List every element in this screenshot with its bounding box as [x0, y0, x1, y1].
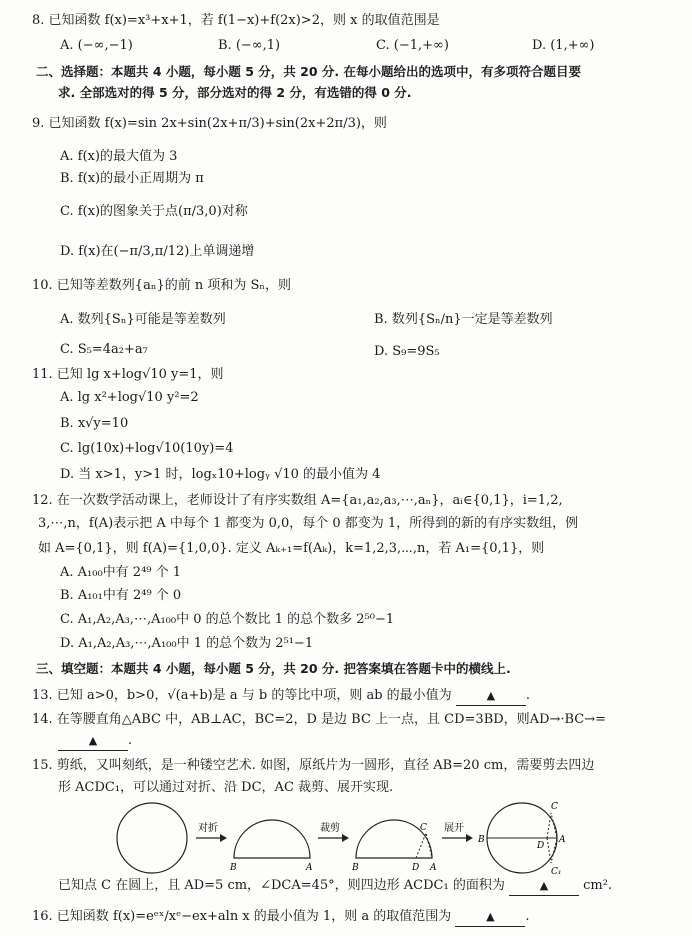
label-d-3: D	[537, 841, 545, 851]
q8-option-d: D. (1,+∞)	[532, 38, 595, 53]
q10-option-b: B. 数列{Sₙ/n}一定是等差数列	[374, 312, 553, 327]
q13-tail: .	[525, 688, 530, 703]
answer-mark-icon: ▲	[486, 689, 496, 702]
section2-heading-line2: 求. 全部选对的得 5 分，部分选对的得 2 分，有选错的得 0 分.	[58, 85, 412, 100]
q11-option-b: B. x√y=10	[60, 416, 129, 431]
label-a-1: A	[306, 863, 313, 873]
q11-stem: 11. 已知 lg x+log√10 y=1，则	[32, 367, 224, 382]
q14-stem: 14. 在等腰直角△ABC 中，AB⊥AC，BC=2，D 是边 BC 上一点，且 CD=3BD，则AD→·BC→=	[32, 712, 607, 727]
label-b-1: B	[230, 863, 237, 873]
label-a-2: A	[430, 863, 437, 873]
section3-heading: 三、填空题：本题共 4 小题，每小题 5 分，共 20 分. 把答案填在答题卡中的横线上.	[36, 661, 511, 676]
paper-circle	[117, 803, 187, 873]
q15-line1: 15. 剪纸，又叫刻纸，是一种镂空艺术. 如图，原纸片为一圆形，直径 AB=20 cm，需要剪去四边	[32, 758, 595, 773]
answer-mark-icon: ▲	[539, 879, 549, 892]
q13-stem: 13. 已知 a>0，b>0，√(a+b)是 a 与 b 的等比中项，则 ab 的最小值为	[32, 688, 452, 703]
q11-option-c: C. lg(10x)+log√10(10y)=4	[60, 441, 234, 456]
q14-tail: .	[128, 733, 133, 748]
q15-unit: cm².	[583, 878, 613, 893]
folded-semicircle	[234, 820, 310, 858]
q16-tail: .	[525, 909, 530, 924]
section2-heading-line1: 二、选择题：本题共 4 小题，每小题 5 分，共 20 分. 在每小题给出的选项中，有多项符合题目要	[36, 64, 582, 79]
label-c-2: C	[420, 823, 427, 833]
q8-option-c: C. (−1,+∞)	[376, 38, 449, 53]
q16-stem: 16. 已知函数 f(x)=eᵉˣ/xᵉ−ex+aln x 的最小值为 1，则 a 的取值范围为	[32, 909, 452, 924]
step-fold-label: 对折	[198, 823, 218, 834]
q15-line3: 已知点 C 在圆上，且 AD=5 cm，∠DCA=45°，则四边形 ACDC₁ 的面积为	[58, 878, 505, 893]
q13-line	[32, 687, 530, 706]
q15-line3-row	[58, 877, 612, 896]
q8-option-b: B. (−∞,1)	[218, 38, 281, 53]
q12-option-c: C. A₁,A₂,A₃,⋯,A₁₀₀中 0 的总个数比 1 的总个数多 2⁵⁰−1	[60, 612, 395, 627]
q9-option-a: A. f(x)的最大值为 3	[60, 149, 178, 164]
q11-option-a: A. lg x²+log√10 y²=2	[60, 390, 199, 405]
unfold-arrow-icon	[442, 834, 473, 842]
fold-arrow-icon	[196, 834, 227, 842]
q12-option-a: A. A₁₀₀中有 2⁴⁹ 个 1	[60, 565, 182, 580]
label-b-3: B	[478, 835, 485, 845]
q14-answer-line	[58, 732, 132, 751]
label-a-3: A	[559, 835, 566, 845]
q10-stem: 10. 已知等差数列{aₙ}的前 n 项和为 Sₙ，则	[32, 278, 292, 293]
q16-answer-blank[interactable]	[455, 908, 525, 927]
step-cut-label: 裁剪	[320, 823, 340, 834]
q9-stem: 9. 已知函数 f(x)=sin 2x+sin(2x+π/3)+sin(2x+2π/3)，则	[32, 116, 387, 131]
q9-option-d: D. f(x)在(−π/3,π/12)上单调递增	[60, 244, 255, 259]
q9-option-c: C. f(x)的图象关于点(π/3,0)对称	[60, 204, 248, 219]
q8-option-a: A. (−∞,−1)	[60, 38, 133, 53]
q15-answer-blank[interactable]	[509, 877, 579, 896]
q10-option-d: D. S₉=9S₅	[374, 344, 440, 359]
q11-option-d: D. 当 x>1，y>1 时，logₓ10+logᵧ √10 的最小值为 4	[60, 467, 381, 482]
q14-answer-blank[interactable]	[58, 732, 128, 751]
label-b-2: B	[352, 863, 359, 873]
q12-line3: 如 A={0,1}，则 f(A)={1,0,0}. 定义 Aₖ₊₁=f(Aₖ)，k=1,2,3,⋯,n，若 A₁={0,1}，则	[38, 541, 545, 556]
q12-line1: 12. 在一次数学活动课上，老师设计了有序实数组 A={a₁,a₂,a₃,⋯,aₙ}，aᵢ∈{0,1}，i=1,2,	[32, 493, 563, 508]
answer-mark-icon: ▲	[486, 910, 495, 923]
q15-line2: 形 ACDC₁，可以通过对折、沿 DC，AC 裁剪、展开实现.	[58, 780, 394, 795]
q10-option-a: A. 数列{Sₙ}可能是等差数列	[60, 312, 226, 327]
q8-stem: 8. 已知函数 f(x)=x³+x+1，若 f(1−x)+f(2x)>2，则 x 的取值范围是	[32, 13, 440, 28]
q12-option-b: B. A₁₀₁中有 2⁴⁹ 个 0	[60, 588, 182, 603]
q12-line2: 3,⋯,n，f(A)表示把 A 中每个 1 都变为 0,0，每个 0 都变为 1，所得到的新的有序实数组，例	[38, 516, 579, 531]
q9-option-b: B. f(x)的最小正周期为 π	[60, 171, 204, 186]
q15-figure	[110, 800, 590, 876]
step-unfold-label: 展开	[444, 823, 464, 834]
q12-option-d: D. A₁,A₂,A₃,⋯,A₁₀₀中 1 的总个数为 2⁵¹−1	[60, 636, 314, 651]
q13-answer-blank[interactable]	[456, 687, 526, 706]
label-d-2: D	[412, 863, 420, 873]
q10-option-c: C. S₅=4a₂+a₇	[60, 342, 148, 357]
cut-arrow-icon	[318, 834, 349, 842]
answer-mark-icon: ▲	[88, 734, 98, 747]
label-c1-3: C₁	[551, 867, 562, 876]
q16-line	[32, 908, 530, 927]
label-c-3: C	[551, 802, 558, 812]
